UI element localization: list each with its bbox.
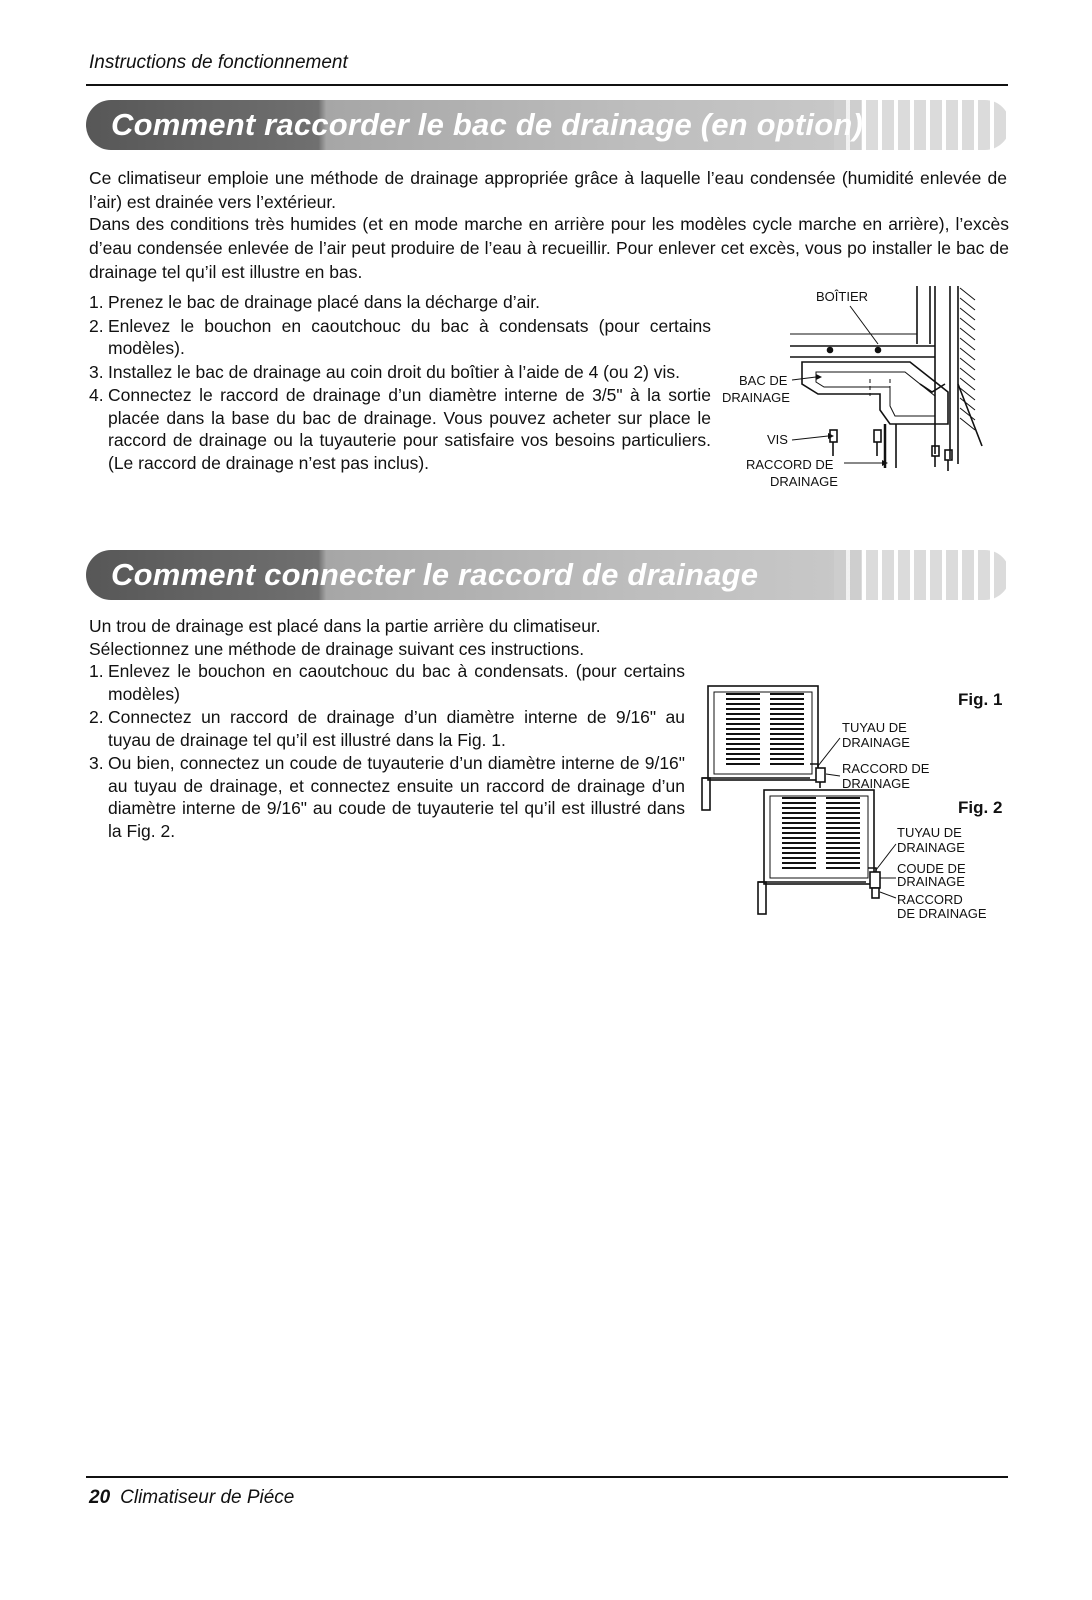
fig1-label: Fig. 1 [958,690,1003,709]
section1-title: Comment raccorder le bac de drainage (en option) [111,107,864,142]
fig2-label-tuyau-de: TUYAU DE [897,825,962,840]
list-item: 3. Ou bien, connectez un coude de tuyauterie d’un diamètre interne de 9/16" au tuyau de drainage, et connectez ensuite un raccord de drainage d’un diamètre interne de 9/16" au coude de tuyauterie tel qu’il est illustré dans la Fig. 2. [89,753,685,841]
footer-title: Climatiseur de Piéce [120,1487,295,1508]
section2-banner [86,550,1010,600]
diagram-label-raccord-drainage: DRAINAGE [770,474,838,489]
fig2-label-tuyau-drainage: DRAINAGE [897,840,965,855]
fig1-label-tuyau-de: TUYAU DE [842,720,907,735]
fig1-label-tuyau-drainage: DRAINAGE [842,735,910,750]
section1-banner [86,100,1010,150]
section2-intro-2: Sélectionnez une méthode de drainage suivant ces instructions. [89,639,585,659]
list-item: 2. Connectez un raccord de drainage d’un diamètre interne de 9/16" au tuyau de drainage tel qu’il est illustré dans la Fig. 1. [89,707,685,750]
fig2-label-de-drainage: DE DRAINAGE [897,906,987,921]
fig2-label-coude-de: COUDE DE [897,861,966,876]
section1-steps [89,291,711,475]
section2-title: Comment connecter le raccord de drainage [111,557,759,592]
fig2-label-raccord: RACCORD [897,892,963,907]
section1-intro-2: Dans des conditions très humides (et en mode marche en arrière pour les modèles cycle marche en arrière), l’excès d’eau condensée enlevée de l’air peut produire de l’eau à recueillir. Pour enlever cet excès, vous po installer le bac de drainage tel qu’il est illustre en bas. [89,214,1009,282]
list-item: 3. Installez le bac de drainage au coin droit du boîtier à l’aide de 4 (ou 2) vis. [89,361,681,382]
list-item: 1. Enlevez le bouchon en caoutchouc du bac à condensats. (pour certains modèles) [89,661,685,704]
footer-rule [86,1476,1008,1478]
diagram-label-boitier: BOÎTIER [816,289,869,304]
diagram-label-drainage: DRAINAGE [722,390,790,405]
fig2-label: Fig. 2 [958,798,1003,817]
fig2-label-coude-drainage: DRAINAGE [897,874,965,889]
page-header-title: Instructions de fonctionnement [89,52,348,73]
page-number: 20 [89,1487,111,1508]
fig1-label-raccord-drainage: DRAINAGE [842,776,910,791]
diagram-label-bac-de: BAC DE [739,373,788,388]
list-item: 1. Prenez le bac de drainage placé dans la décharge d’air. [89,292,540,312]
list-item: 4. Connectez le raccord de drainage d’un diamètre interne de 3/5" à la sortie placée dans la base du bac de drainage. Vous pouvez acheter sur place le raccord de drainage ou la tuyauterie pour satisfaire vos besoins particuliers. (Le raccord de drainage n’est pas inclus). [89,385,711,473]
section2-steps [89,660,685,843]
diagram-label-vis: VIS [767,432,788,447]
section2-intro-1: Un trou de drainage est placé dans la partie arrière du climatiseur. [89,616,601,636]
list-item: 2. Enlevez le bouchon en caoutchouc du bac à condensats (pour certains modèles). [89,315,711,358]
page-footer [89,1487,294,1509]
header-rule [86,84,1008,86]
fig1-label-raccord-de: RACCORD DE [842,761,930,776]
section1-intro-1: Ce climatiseur emploie une méthode de drainage appropriée grâce à laquelle l’eau condensée (humidité enlevée de l’air) est drainée vers l’extérieur. [89,168,1007,212]
diagram-label-raccord-de: RACCORD DE [746,457,834,472]
